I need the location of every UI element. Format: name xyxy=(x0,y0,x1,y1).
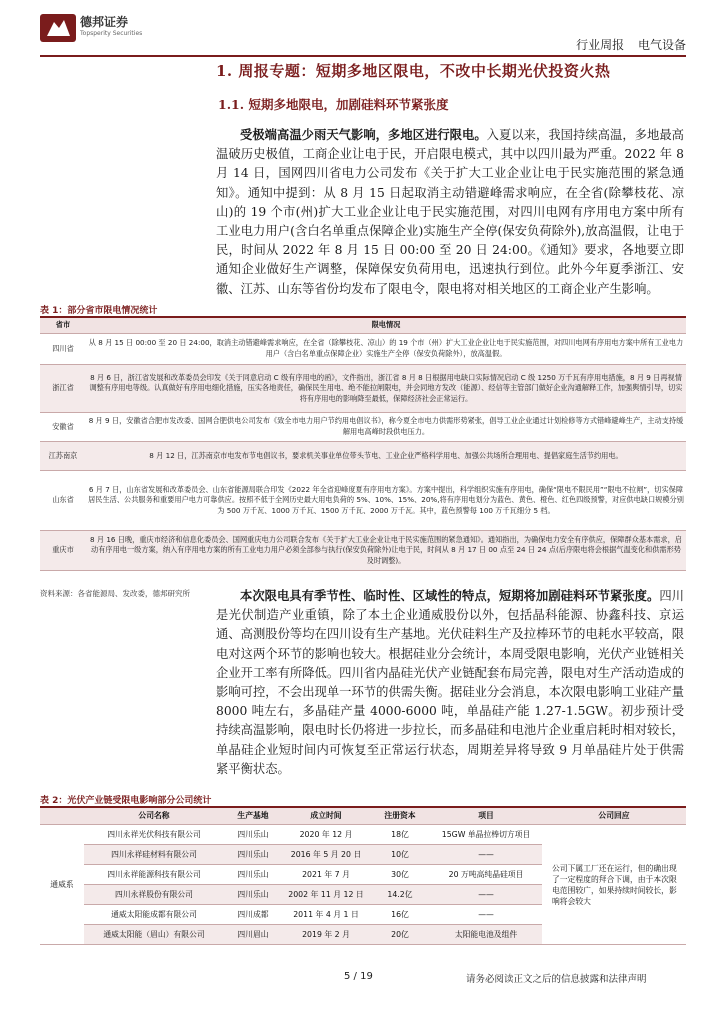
base-cell: 四川乐山 xyxy=(224,885,282,905)
situation-cell: 8 月 12 日，江苏南京市电发布节电倡议书，要求机关事业单位带头节电、工业企业严格科学用电、加强公共场所合理用电、提倡家庭生活节约用电。 xyxy=(86,442,686,471)
paragraph-1-body: 入夏以来，我国持续高温，多地最高温破历史极值，工商企业让电于民，开启限电模式，其中以四川最为严重。2022 年 8 月 14 日，国网四川省电力公司发布《关于扩大工业企业让电于民实施范围的紧急通知》。通知中提到：从 8 月 15 日起取消主动错避峰需求响应，在全省(除攀枝花、凉山)的 19 个市(州)扩大工业企业让电于民实施范围，对四川电网有序用电方案中所有工业电力用户(含白名单重点保障企业)实施生产全停(保安负荷除外),放高温假，让电于民，时间从 2022 年 8 月 15 日 00:00 至 20 日 24:00。《通知》要求，各地要立即通知企业做好生产调整，保障保安负荷用电，迅速执行到位。此外今年夏季浙江、安徽、江苏、山东等省份均发布了限电令，限电将对相关地区的工商企业产生影响。 xyxy=(216,128,684,296)
province-cell: 四川省 xyxy=(40,334,86,365)
project-cell: —— xyxy=(430,885,542,905)
column-header-base: 生产基地 xyxy=(224,808,282,825)
base-cell: 四川眉山 xyxy=(224,925,282,945)
report-tags xyxy=(566,36,686,53)
date-cell: 2011 年 4 月 1 日 xyxy=(282,905,370,925)
project-cell: 20 万吨高纯晶硅项目 xyxy=(430,865,542,885)
column-header-situation: 限电情况 xyxy=(86,318,686,334)
company-cell: 通威太阳能成都有限公司 xyxy=(84,905,224,925)
situation-cell: 8 月 16 日晚，重庆市经济和信息化委员会、国网重庆电力公司联合发布《关于扩大工业企业让电于民实施范围的紧急通知》。通知指出，为确保电力安全有序供应，保障群众基本需求，启动有序用电一级方案，纳入有序用电方案的所有工业电力用户必须全部参与执行(保安负荷除外)让电于民，时间从 8 月 17 日 00 点至 24 日 24 点(后序限电将会根据气温变化和供需形势及时调整)。 xyxy=(86,531,686,571)
date-cell: 2016 年 5 月 20 日 xyxy=(282,845,370,865)
table-row xyxy=(40,825,686,845)
project-cell: —— xyxy=(430,845,542,865)
project-cell: 15GW 单晶拉棒切方项目 xyxy=(430,825,542,845)
column-header-province: 省市 xyxy=(40,318,86,334)
table-row xyxy=(40,334,686,365)
section-heading: 1. 周报专题：短期多地区限电，不改中长期光伏投资火热 xyxy=(216,62,611,80)
table-header-row xyxy=(40,808,686,825)
paragraph-1-lead: 受极端高温少雨天气影响，多地区进行限电。 xyxy=(240,127,487,142)
table-1 xyxy=(40,318,686,571)
company-cell: 通威太阳能（眉山）有限公司 xyxy=(84,925,224,945)
company-cell: 四川永祥光伏科技有限公司 xyxy=(84,825,224,845)
situation-cell: 8 月 9 日，安徽省合肥市发改委、国网合肥供电公司发布《致全市电力用户节约用电倡议书》，称今夏全市电力供需形势紧张，倡导工业企业通过计划检修等方式错峰避峰生产，主动支持缓解用电高峰时段供电压力。 xyxy=(86,413,686,442)
province-cell: 山东省 xyxy=(40,471,86,531)
project-cell: 太阳能电池及组件 xyxy=(430,925,542,945)
company-cell: 四川永祥硅材料有限公司 xyxy=(84,845,224,865)
group-cell: 通威系 xyxy=(40,825,84,945)
table-row xyxy=(40,413,686,442)
base-cell: 四川乐山 xyxy=(224,825,282,845)
paragraph-2 xyxy=(216,586,684,779)
capital-cell: 10亿 xyxy=(370,845,430,865)
company-cell: 四川永祥能源科技有限公司 xyxy=(84,865,224,885)
situation-cell: 从 8 月 15 日 00:00 至 20 日 24:00，取消主动错避峰需求响应，在全省（除攀枝花、凉山）的 19 个市（州）扩大工业企业让电于民实施范围，对四川电网有序用电方案中所有工业电力用户（含白名单重点保障企业）实施生产全停（保安负荷除外），放高温假。 xyxy=(86,334,686,365)
province-cell: 浙江省 xyxy=(40,365,86,413)
header-divider xyxy=(40,55,686,57)
situation-cell: 6 月 7 日，山东省发展和改革委员会、山东省能源局联合印发《2022 年全省迎峰度夏有序用电方案》。方案中提出，科学组织实施有序用电，确保“限电不限民用”“限电不拉闸”，切实保障居民生活、公共服务和重要用户电力可靠供应。按照不低于全网历史最大用电负荷的 5%、10%、15%、20%,将有序用电划分为蓝色、黄色、橙色、红色四级预警，对应供电缺口规模分别为 500 万千瓦、1000 万千瓦、1500 万千瓦、2000 万千瓦。其中，蓝色预警每 100 万千瓦细分 5 档。 xyxy=(86,471,686,531)
table-1-caption: 表 1：部分省市限电情况统计 xyxy=(40,306,158,316)
table-1-source: 资料来源：各省能源局、发改委，德邦研究所 xyxy=(40,589,190,598)
column-header-capital: 注册资本 xyxy=(370,808,430,825)
table-header-row xyxy=(40,318,686,334)
situation-cell: 8 月 6 日，浙江省发展和改革委员会印发《关于同意启动 C 级有序用电的函》，文件指出，浙江省 8 月 8 日根据用电缺口实际情况启动 C 级 1250 万千瓦有序用电措施，8 月 9 日再视情调整有序用电等级。认真做好有序用电细化措施，压实各地责任，确保民生用电、绝不能拉闸限电，并会同地方发改（能源）、经信等主管部门做好企业沟通解释工作，加强舆情引导，切实将有序用电的影响降至最低，保障经济社会正常运行。 xyxy=(86,365,686,413)
table-row xyxy=(40,471,686,531)
response-cell: 公司下属工厂还在运行，但的确出现了一定程度的拜合下调，由于本次限电范围较广，如果持续时间较长，影响将会较大 xyxy=(542,825,686,945)
base-cell: 四川乐山 xyxy=(224,865,282,885)
table-row xyxy=(40,442,686,471)
date-cell: 2021 年 7 月 xyxy=(282,865,370,885)
column-header-group xyxy=(40,808,84,825)
capital-cell: 18亿 xyxy=(370,825,430,845)
report-type: 行业周报 xyxy=(576,38,625,52)
table-2-caption: 表 2：光伏产业链受限电影响部分公司统计 xyxy=(40,796,212,806)
base-cell: 四川乐山 xyxy=(224,845,282,865)
capital-cell: 20亿 xyxy=(370,925,430,945)
paragraph-2-body: 四川是光伏制造产业重镇，除了本土企业通威股份以外，包括晶科能源、协鑫科技、京运通、高测股份等均在四川设有生产基地。光伏硅料生产及拉棒环节的电耗水平较高，限电对这两个环节的影响也较大。根据硅业分会统计，本周受限电影响，光伏产业链相关企业开工率有所降低。四川省内晶硅光伏产业链配套布局完善，限电对生产活动造成的影响可控，不会出现单一环节的供需失衡。据硅业分会消息，本次限电影响工业硅产量 8000 吨左右，多晶硅产量 4000-6000 吨，单晶硅产能 1.27-1.5GW。初步预计受持续高温影响，限电时长仍将进一步拉长，而多晶硅和电池片企业重启耗时相对较长，单晶硅企业短时间内可恢复至正常运行状态，周期差异将导致 9 月单晶硅片处于供需紧平衡状态。 xyxy=(216,589,684,776)
table-row xyxy=(40,365,686,413)
capital-cell: 14.2亿 xyxy=(370,885,430,905)
province-cell: 重庆市 xyxy=(40,531,86,571)
paragraph-2-lead: 本次限电具有季节性、临时性、区域性的特点，短期将加剧硅料环节紧张度。 xyxy=(240,588,660,603)
sector-label: 电气设备 xyxy=(637,38,686,52)
disclaimer-text: 请务必阅读正文之后的信息披露和法律声明 xyxy=(466,974,647,985)
column-header-company: 公司名称 xyxy=(84,808,224,825)
company-name-en: Topsperity Securities xyxy=(80,30,143,37)
paragraph-1 xyxy=(216,125,684,299)
date-cell: 2019 年 2 月 xyxy=(282,925,370,945)
date-cell: 2020 年 12 月 xyxy=(282,825,370,845)
capital-cell: 30亿 xyxy=(370,865,430,885)
province-cell: 安徽省 xyxy=(40,413,86,442)
project-cell: —— xyxy=(430,905,542,925)
base-cell: 四川成都 xyxy=(224,905,282,925)
column-header-date: 成立时间 xyxy=(282,808,370,825)
column-header-response: 公司回应 xyxy=(542,808,686,825)
company-name-cn: 德邦证券 xyxy=(80,15,129,29)
capital-cell: 16亿 xyxy=(370,905,430,925)
table-row xyxy=(40,531,686,571)
province-cell: 江苏南京 xyxy=(40,442,86,471)
subsection-heading: 1.1. 短期多地限电，加剧硅料环节紧张度 xyxy=(218,97,449,112)
company-cell: 四川永祥股份有限公司 xyxy=(84,885,224,905)
column-header-project: 项目 xyxy=(430,808,542,825)
date-cell: 2002 年 11 月 12 日 xyxy=(282,885,370,905)
page-number: 5 / 19 xyxy=(344,971,373,982)
table-2 xyxy=(40,808,686,945)
company-logo-icon xyxy=(40,14,76,42)
